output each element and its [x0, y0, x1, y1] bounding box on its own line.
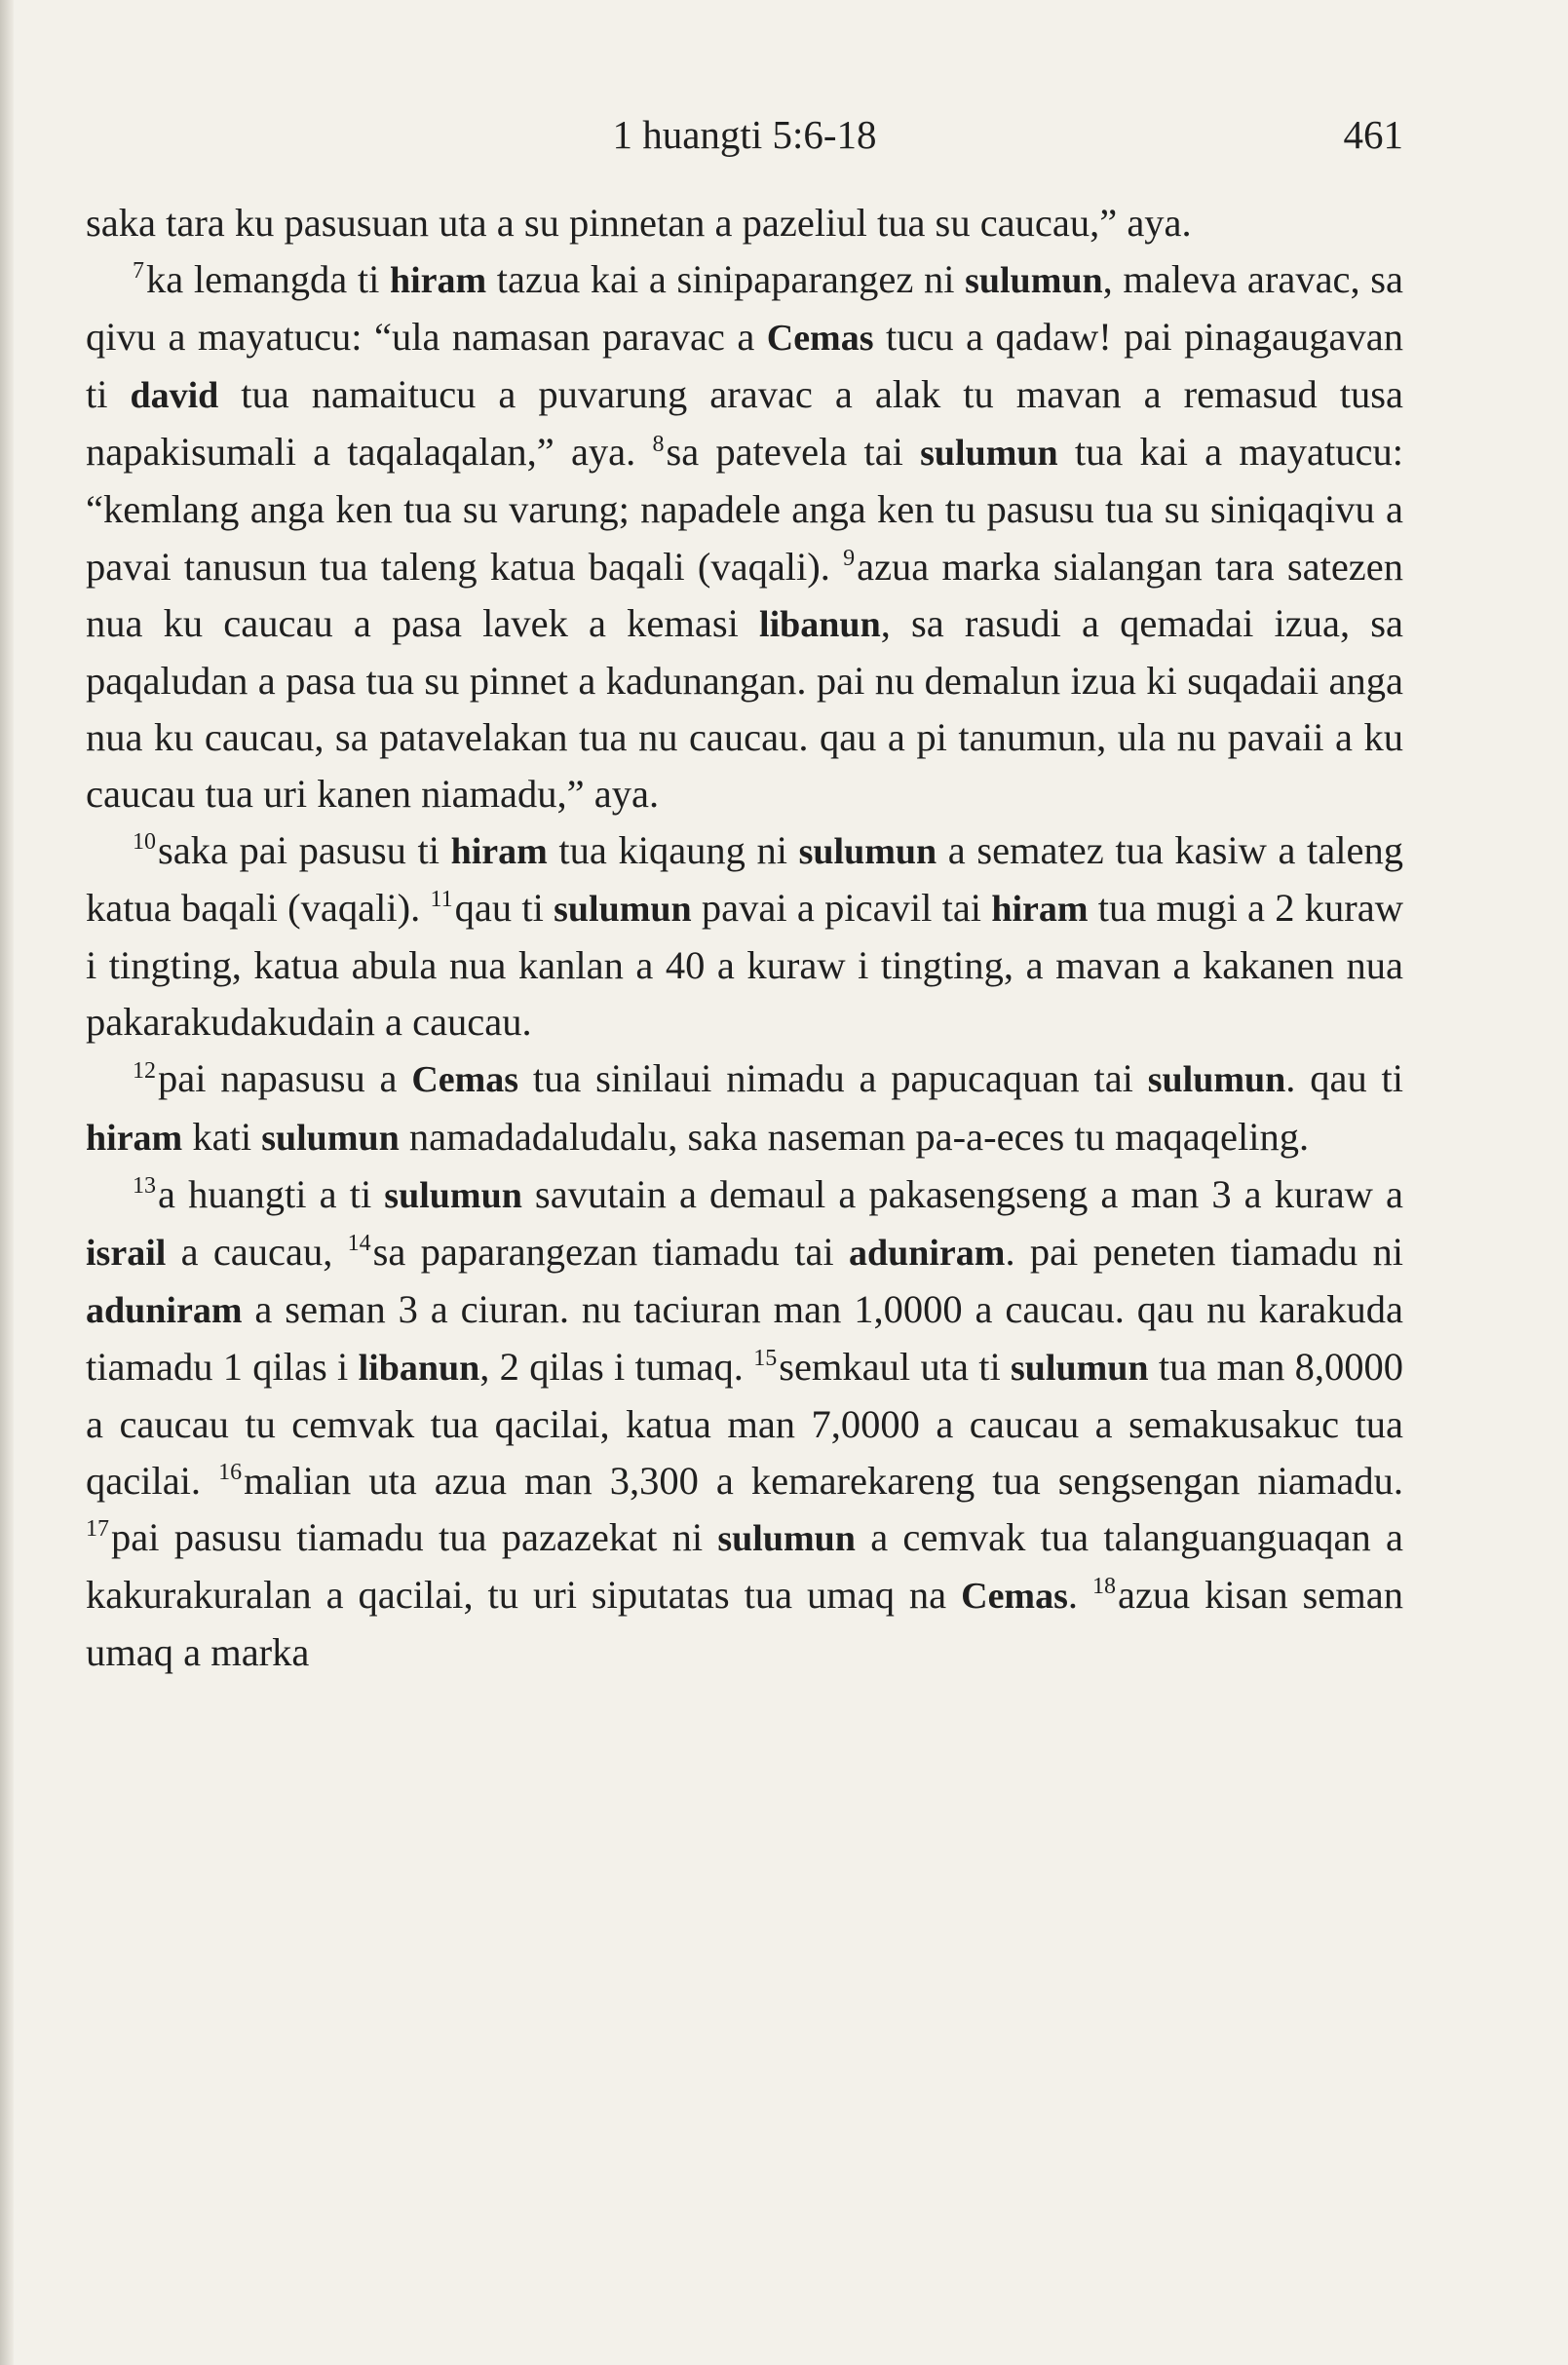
paragraph — [86, 822, 1403, 1050]
text-run: a caucau, — [166, 1229, 348, 1274]
verse-number: 11 — [430, 887, 453, 913]
verse-number: 9 — [843, 545, 856, 571]
proper-noun: Cemas — [766, 318, 874, 360]
proper-noun: sulumun — [1011, 1347, 1149, 1389]
running-header — [86, 97, 1403, 195]
text-run: namadadaludalu, saka naseman pa-a-eces tu maqaqeling. — [399, 1114, 1310, 1159]
text-run: , 2 qilas i tumaq. — [479, 1344, 754, 1389]
verse-number: 13 — [133, 1172, 156, 1199]
text-run: savutain a demaul a pakasengseng a man 3 a kuraw a — [521, 1171, 1403, 1216]
text-run: tua namaitucu a puvarung aravac a alak tu mavan a remasud tusa napakisumali a taqalaqalan,” aya. — [86, 372, 1403, 475]
text-run: tua man 8,0000 a caucau tu cemvak tua qacilai, katua man 7,0000 a caucau a semakusakuc tua qacilai. — [86, 1344, 1403, 1504]
proper-noun: israil — [86, 1232, 167, 1274]
proper-noun: sulumun — [920, 433, 1058, 475]
text-run: . qau ti — [1285, 1056, 1403, 1101]
verse-number: 8 — [652, 431, 665, 457]
text-run: , sa rasudi a qemadai izua, sa paqaludan a pasa tua su pinnet a kadunangan. pai nu demalun izua ki suqadaii anga nua ku caucau, sa patavelakan tua nu caucau. qau a pi tanumun, ula nu pavaii a ku caucau tua uri kanen niamadu,” aya. — [86, 600, 1404, 816]
text-run: pavai a picavil tai — [691, 886, 992, 931]
text-run: saka pai pasusu ti — [158, 828, 451, 873]
proper-noun: hiram — [389, 260, 487, 302]
paragraph — [86, 1050, 1403, 1165]
text-run: . — [1067, 1573, 1092, 1618]
proper-noun: aduniram — [86, 1289, 243, 1331]
page-number: 461 — [1343, 112, 1403, 157]
text-run: a huangti a ti — [158, 1171, 385, 1216]
text-run: a sematez tua kasiw a taleng katua baqali (vaqali). — [86, 828, 1403, 931]
proper-noun: sulumun — [798, 831, 937, 873]
paragraph — [86, 1166, 1403, 1682]
verse-number: 15 — [753, 1346, 778, 1371]
proper-noun: hiram — [991, 889, 1089, 931]
text-run: sa paparangezan tiamadu tai — [372, 1229, 849, 1274]
text-run: malian uta azua man 3,300 a kemarekareng tua sengsengan niamadu. — [244, 1459, 1403, 1504]
text-run: pai napasusu a — [158, 1056, 412, 1101]
text-run: sa patevela tai — [666, 430, 921, 475]
verse-number: 16 — [218, 1460, 243, 1486]
verse-number: 18 — [1091, 1574, 1116, 1600]
text-run: a seman 3 a ciuran. nu taciuran man 1,0000 a caucau. qau nu karakuda tiamadu 1 qilas i — [86, 1286, 1403, 1389]
text-run: kati — [182, 1114, 262, 1159]
verse-number: 10 — [133, 829, 156, 856]
proper-noun: sulumun — [965, 260, 1103, 302]
proper-noun: sulumun — [554, 889, 692, 931]
proper-noun: libanun — [759, 603, 881, 645]
text-run: tua mugi a 2 kuraw i tingting, katua abula nua kanlan a 40 a kuraw i tingting, a mavan a kakanen nua pakarakudakudain a caucau. — [86, 886, 1404, 1045]
proper-noun: david — [130, 375, 219, 417]
text-run: pai pasusu tiamadu tua pazazekat ni — [111, 1515, 718, 1560]
proper-noun: sulumun — [261, 1117, 400, 1159]
verse-number: 14 — [347, 1230, 371, 1256]
text-run: ka lemangda ti — [146, 257, 390, 302]
text-run: , maleva aravac, sa qivu a mayatucu: “ula namasan paravac a — [86, 257, 1403, 360]
text-run: qau ti — [454, 886, 555, 931]
page-binding-edge — [0, 0, 14, 2365]
proper-noun: sulumun — [1147, 1059, 1286, 1101]
running-title: 1 huangti 5:6-18 — [612, 112, 877, 157]
verse-number: 17 — [86, 1516, 109, 1543]
book-page — [86, 97, 1403, 1681]
proper-noun: aduniram — [848, 1232, 1006, 1274]
proper-noun: hiram — [86, 1117, 183, 1159]
text-run: azua marka sialangan tara satezen nua ku caucau a pasa lavek a kemasi — [86, 544, 1403, 645]
text-run: semkaul uta ti — [779, 1344, 1011, 1389]
verse-number: 7 — [133, 258, 144, 285]
text-run: tazua kai a sinipaparangez ni — [486, 257, 966, 302]
proper-noun: hiram — [450, 831, 548, 873]
text-run: azua kisan seman umaq a marka — [86, 1573, 1403, 1675]
text-run: . pai peneten tiamadu ni — [1005, 1229, 1403, 1274]
verse-number: 12 — [133, 1057, 156, 1084]
proper-noun: libanun — [358, 1347, 480, 1389]
proper-noun: sulumun — [384, 1174, 522, 1216]
scripture-text — [86, 195, 1403, 1681]
paragraph — [86, 195, 1403, 251]
text-run: a cemvak tua talanguanguaqan a kakurakuralan a qacilai, tu uri siputatas tua umaq na — [86, 1515, 1403, 1618]
paragraph — [86, 251, 1403, 822]
proper-noun: sulumun — [717, 1518, 856, 1560]
text-run: tua kai a mayatucu: “kemlang anga ken tua su varung; napadele anga ken tu pasusu tua su siniqaqivu a pavai tanusun tua taleng katua baqali (vaqali). — [86, 430, 1403, 589]
proper-noun: Cemas — [961, 1576, 1068, 1618]
text-run: tucu a qadaw! pai pinagaugavan ti — [86, 315, 1403, 417]
proper-noun: Cemas — [411, 1059, 519, 1101]
text-run: tua sinilaui nimadu a papucaquan tai — [518, 1056, 1148, 1101]
text-run: tua kiqaung ni — [547, 828, 799, 873]
text-run: saka tara ku pasusuan uta a su pinnetan a pazeliul tua su caucau,” aya. — [86, 201, 1192, 245]
